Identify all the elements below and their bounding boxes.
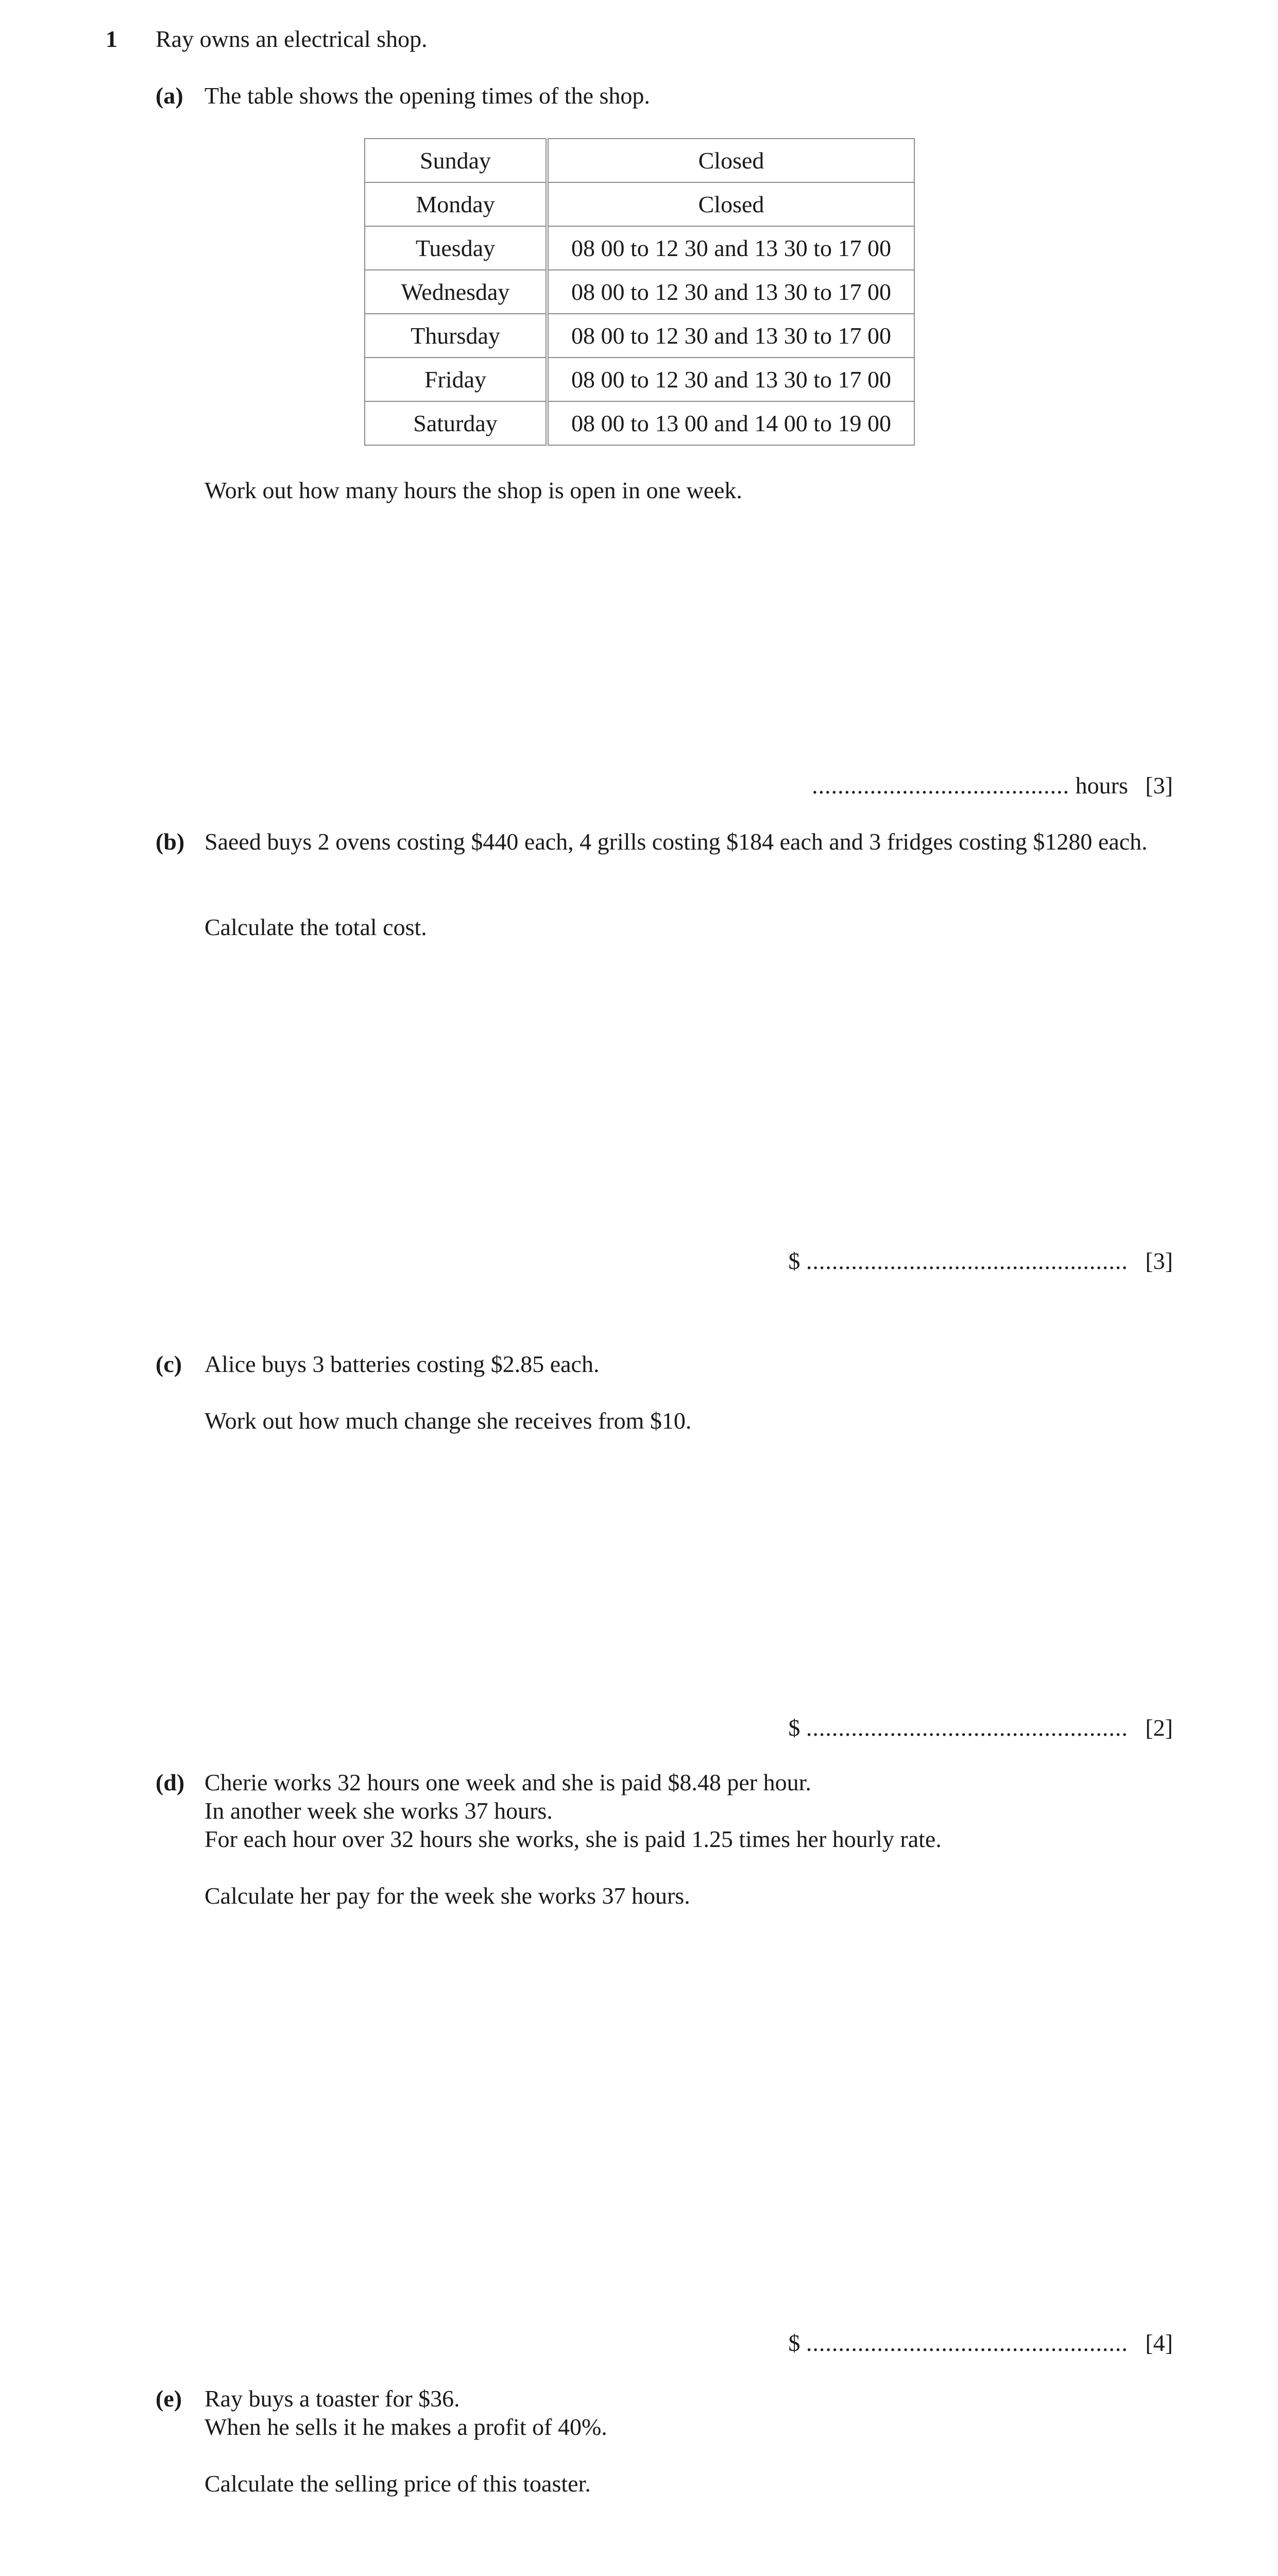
- answer-prefix: $: [788, 1248, 800, 1274]
- table-cell-times: 08 00 to 13 00 and 14 00 to 19 00: [547, 401, 914, 445]
- part-d-line-1: Cherie works 32 hours one week and she is paid $8.48 per hour.: [205, 1769, 811, 1795]
- table-cell-day: Thursday: [365, 314, 547, 358]
- table-cell-times: 08 00 to 12 30 and 13 30 to 17 00: [547, 358, 914, 401]
- question-number: 1: [106, 26, 117, 52]
- part-e-line-2: When he sells it he makes a profit of 40%.: [205, 2414, 607, 2440]
- table-cell-day: Saturday: [365, 401, 547, 445]
- part-c-text: Alice buys 3 batteries costing $2.85 each.: [205, 1351, 600, 1377]
- part-b-answer-line[interactable]: [788, 1247, 1173, 1275]
- table-cell-times: Closed: [547, 139, 914, 182]
- answer-dots: ..................................................: [806, 1715, 1128, 1741]
- table-cell-times: 08 00 to 12 30 and 13 30 to 17 00: [547, 314, 914, 358]
- table-cell-day: Wednesday: [365, 270, 547, 314]
- part-b-instruction: Calculate the total cost.: [205, 914, 427, 940]
- part-d-instruction: Calculate her pay for the week she works 37 hours.: [205, 1883, 690, 1909]
- table-row: [365, 314, 914, 358]
- part-c-instruction: Work out how much change she receives from $10.: [205, 1408, 692, 1434]
- table-cell-day: Sunday: [365, 139, 547, 182]
- part-c-label: (c): [156, 1351, 182, 1377]
- table-row: [365, 401, 914, 445]
- table-cell-times: 08 00 to 12 30 and 13 30 to 17 00: [547, 270, 914, 314]
- question-intro: Ray owns an electrical shop.: [156, 26, 428, 52]
- table-cell-day: Tuesday: [365, 226, 547, 270]
- table-cell-times: Closed: [547, 182, 914, 226]
- part-e-instruction: Calculate the selling price of this toaster.: [205, 2470, 591, 2497]
- part-d-label: (d): [156, 1769, 185, 1795]
- part-d-line-3: For each hour over 32 hours she works, she is paid 1.25 times her hourly rate.: [205, 1826, 942, 1852]
- table-cell-day: Monday: [365, 182, 547, 226]
- part-a-label: (a): [156, 82, 183, 109]
- table-cell-times: 08 00 to 12 30 and 13 30 to 17 00: [547, 226, 914, 270]
- part-d-line-2: In another week she works 37 hours.: [205, 1798, 553, 1824]
- part-a-intro: The table shows the opening times of the shop.: [205, 82, 650, 109]
- answer-dots: ..................................................: [806, 1248, 1128, 1274]
- part-e-line-1: Ray buys a toaster for $36.: [205, 2385, 460, 2412]
- answer-dots: ..................................................: [806, 2330, 1128, 2356]
- table-row: [365, 226, 914, 270]
- table-cell-day: Friday: [365, 358, 547, 401]
- marks: [2]: [1145, 1715, 1173, 1741]
- answer-dots: ........................................: [812, 772, 1070, 799]
- answer-prefix: $: [788, 1715, 800, 1741]
- table-row: [365, 182, 914, 226]
- table-row: [365, 139, 914, 182]
- part-d-answer-line[interactable]: [788, 2329, 1173, 2357]
- part-a-instruction: Work out how many hours the shop is open in one week.: [205, 477, 742, 503]
- marks: [3]: [1145, 772, 1173, 799]
- table-row: [365, 270, 914, 314]
- part-b-text: Saeed buys 2 ovens costing $440 each, 4 grills costing $184 each and 3 fridges costing $1280 each.: [205, 828, 1148, 855]
- table-row: [365, 358, 914, 401]
- opening-times-table: [364, 138, 915, 446]
- part-e-label: (e): [156, 2385, 182, 2412]
- answer-unit: hours: [1075, 772, 1128, 799]
- part-a-answer-line[interactable]: [812, 771, 1173, 800]
- part-c-answer-line[interactable]: [788, 1714, 1173, 1742]
- marks: [4]: [1145, 2330, 1173, 2356]
- part-b-label: (b): [156, 828, 185, 855]
- marks: [3]: [1145, 1248, 1173, 1274]
- answer-prefix: $: [788, 2330, 800, 2356]
